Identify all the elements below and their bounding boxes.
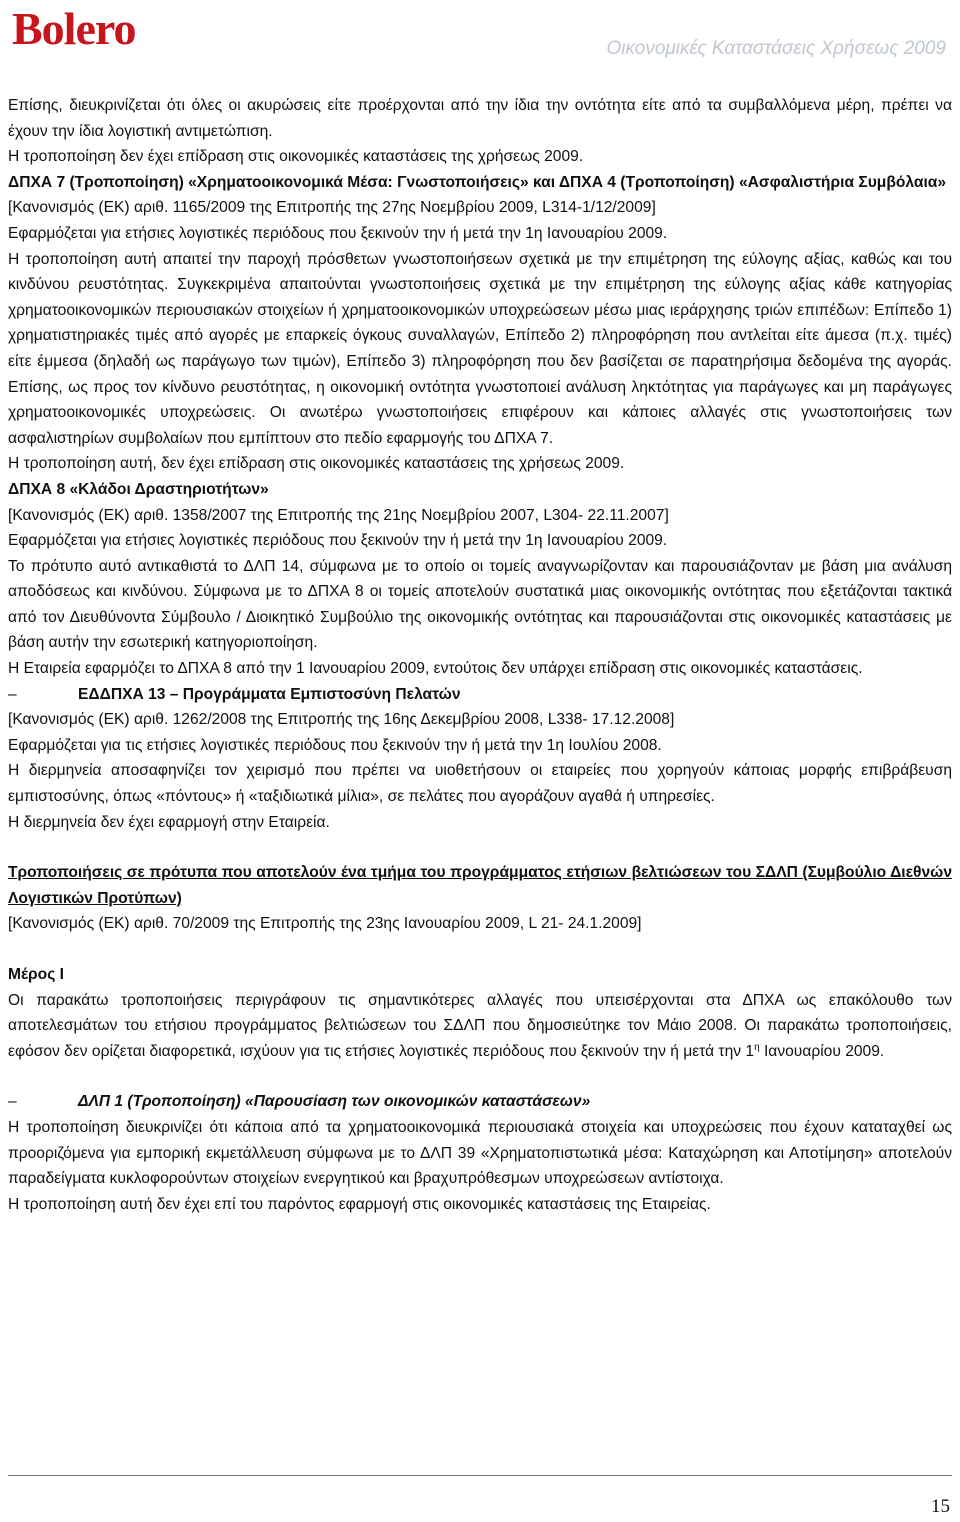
paragraph: Η τροποποίηση αυτή δεν έχει επί του παρόντος εφαρμογή στις οικονομικές καταστάσεις της Εταιρείας. (8, 1195, 711, 1213)
section-heading-dlp1-item (8, 1089, 952, 1115)
paragraph: Η τροποποίηση δεν έχει επίδραση στις οικονομικές καταστάσεις της χρήσεως 2009. (8, 148, 584, 166)
regulation-reference: [Κανονισμός (ΕΚ) αριθ. 1165/2009 της Επιτροπής της 27ης Νοεμβρίου 2009, L314-1/12/2009] (8, 199, 656, 217)
document-body (8, 93, 952, 1217)
applicability-note: Εφαρμόζεται για ετήσιες λογιστικές περιόδους που ξεκινούν την ή μετά την 1η Ιανουαρίου 2009. (8, 224, 668, 242)
section-heading-dpxa8: ΔΠΧΑ 8 «Κλάδοι Δραστηριοτήτων» (8, 480, 269, 498)
spacer (8, 1064, 952, 1089)
section-heading-part1: Μέρος Ι (8, 966, 64, 983)
section-heading-amendments: Τροποποιήσεις σε πρότυπα που αποτελούν ένα τμήμα του προγράμματος ετήσιων βελτιώσεων του ΣΔΛΠ (Συμβούλιο Διεθνών Λογιστικών Προτύπων) (8, 864, 952, 907)
regulation-reference: [Κανονισμός (ΕΚ) αριθ. 1358/2007 της Επιτροπής της 21ης Νοεμβρίου 2007, L304- 22.11.2007] (8, 506, 669, 524)
paragraph: Το πρότυπο αυτό αντικαθιστά το ΔΛΠ 14, σύμφωνα με το οποίο οι τομείς αναγνωρίζονταν και παρουσιάζονταν με βάση μια ανάλυση αποδόσεως και κινδύνου. Σύμφωνα με το ΔΠΧΑ 8 οι τομείς αποτελούν συστατικά μιας οικονομικής οντότητας που εξετάζονται τακτικά από τον Διευθύνοντα Σύμβουλο / Διοικητικό Συμβούλιο της οικονομικής οντότητας και παρουσιάζονται στις οικονομικές καταστάσεις με βάση αυτήν την εσωτερική κατηγοριοποίηση. (8, 557, 952, 652)
spacer (8, 937, 952, 962)
dash-bullet: – (8, 685, 17, 703)
spacer (8, 835, 952, 860)
applicability-note: Εφαρμόζεται για τις ετήσιες λογιστικές περιόδους που ξεκινούν την ή μετά την 1η Ιουλίου 2008. (8, 736, 662, 754)
page-header (0, 0, 960, 70)
bolero-logo: Bolero (12, 3, 136, 54)
regulation-reference: [Κανονισμός (ΕΚ) αριθ. 70/2009 της Επιτροπής της 23ης Ιανουαρίου 2009, L 21- 24.1.2009] (8, 915, 642, 933)
section-heading-dpxa7: ΔΠΧΑ 7 (Τροποποίηση) «Χρηματοοικονομικά Μέσα: Γνωστοποιήσεις» και ΔΠΧΑ 4 (Τροποποίηση) «Ασφαλιστήρια Συμβόλαια» (8, 173, 947, 191)
paragraph: Η τροποποίηση αυτή, δεν έχει επίδραση στις οικονομικές καταστάσεις της χρήσεως 2009. (8, 455, 625, 473)
paragraph: Η τροποποίηση διευκρινίζει ότι κάποια από τα χρηματοοικονομικά περιουσιακά στοιχεία και υποχρεώσεις που έχουν καταταχθεί ως προοριζόμενα για εμπορική εκμετάλλευση σύμφωνα με το ΔΛΠ 39 «Χρηματοπιστωτικά μέσα: Καταχώρηση και Αποτίμηση» αποτελούν παραδείγματα κυκλοφορούντων στοιχείων ενεργητικού και βραχυπρόθεσμων υποχρεώσεων αντίστοιχα. (8, 1118, 952, 1188)
footer-rule (8, 1475, 952, 1476)
paragraph: Οι παρακάτω τροποποιήσεις περιγράφουν τις σημαντικότερες αλλαγές που υπεισέρχονται στα ΔΠΧΑ ως επακόλουθο των αποτελεσμάτων του ετήσιου προγράμματος βελτιώσεων του ΣΔΛΠ που δημοσιεύτηκε τον Μάιο 2008. Οι παρακάτω τροποποιήσεις, εφόσον δεν ορίζεται διαφορετικά, ισχύουν για τις ετήσιες λογιστικές περιόδους που ξεκινούν την ή μετά την $1^\eta$ Ιανουαρίου 2009. (8, 991, 952, 1060)
page-number: 15 (931, 1496, 950, 1517)
header-title: Οικονομικές Καταστάσεις Χρήσεως 2009 (606, 38, 946, 59)
paragraph: Η διερμηνεία αποσαφηνίζει τον χειρισμό που πρέπει να υιοθετήσουν οι εταιρείες που χορηγούν κάποιας μορφής επιβράβευση εμπιστοσύνης, όπως «πόντους» ή «ταξιδιωτικά μίλια», σε πελάτες που αγοράζουν αγαθά ή υπηρεσίες. (8, 762, 952, 806)
section-heading-ed13-item (8, 682, 952, 708)
section-heading-dlp1: ΔΛΠ 1 (Τροποποίηση) «Παρουσίαση των οικονομικών καταστάσεων» (78, 1093, 591, 1111)
dash-bullet: – (8, 1093, 17, 1111)
regulation-reference: [Κανονισμός (ΕΚ) αριθ. 1262/2008 της Επιτροπής της 16ης Δεκεμβρίου 2008, L338- 17.12.2008] (8, 711, 675, 729)
paragraph: Η Εταιρεία εφαρμόζει το ΔΠΧΑ 8 από την 1 Ιανουαρίου 2009, εντούτοις δεν υπάρχει επίδραση στις οικονομικές καταστάσεις. (8, 660, 863, 678)
applicability-note: Εφαρμόζεται για ετήσιες λογιστικές περιόδους που ξεκινούν την ή μετά την 1η Ιανουαρίου 2009. (8, 532, 668, 550)
paragraph: Η τροποποίηση αυτή απαιτεί την παροχή πρόσθετων γνωστοποιήσεων σχετικά με την επιμέτρηση της εύλογης αξίας, καθώς και του κινδύνου ρευστότητας. Συγκεκριμένα απαιτούνται γνωστοποιήσεις σχετικά με την επιμέτρηση της εύλογης αξίας κάθε κατηγορίας χρηματοοικονομικών περιουσιακών στοιχείων ή χρηματοοικονομικών υποχρεώσεων μέσω μιας ιεράρχησης τριών επιπέδων: Επίπεδο 1) χρηματιστηριακές τιμές από αγορές με επαρκείς όγκους συναλλαγών, Επίπεδο 2) πληροφόρηση που αντλείται είτε άμεσα (π.χ. τιμές) είτε έμμεσα (δηλαδή ως παράγωγο των τιμών), Επίπεδο 3) πληροφόρηση που δεν βασίζεται σε παρατηρήσιμα δεδομένα της αγοράς. Επίσης, ως προς τον κίνδυνο ρευστότητας, η οικονομική οντότητα γνωστοποιεί ανάλυση ληκτότητας για παράγωγες και μη παράγωγες χρηματοοικονομικές υποχρεώσεις. Οι ανωτέρω γνωστοποιήσεις επιφέρουν και κάποιες αλλαγές στις γνωστοποιήσεις των ασφαλιστηρίων συμβολαίων που εμπίπτουν στο πεδίο εφαρμογής του ΔΠΧΑ 7. (8, 250, 952, 447)
section-heading-ed13: ΕΔΔΠΧΑ 13 – Προγράμματα Εμπιστοσύνη Πελατών (78, 685, 461, 703)
paragraph: Επίσης, διευκρινίζεται ότι όλες οι ακυρώσεις είτε προέρχονται από την ίδια την οντότητα είτε από τα συμβαλλόμενα μέρη, πρέπει να έχουν την ίδια λογιστική αντιμετώπιση. (8, 97, 952, 140)
paragraph: Η διερμηνεία δεν έχει εφαρμογή στην Εταιρεία. (8, 813, 330, 831)
